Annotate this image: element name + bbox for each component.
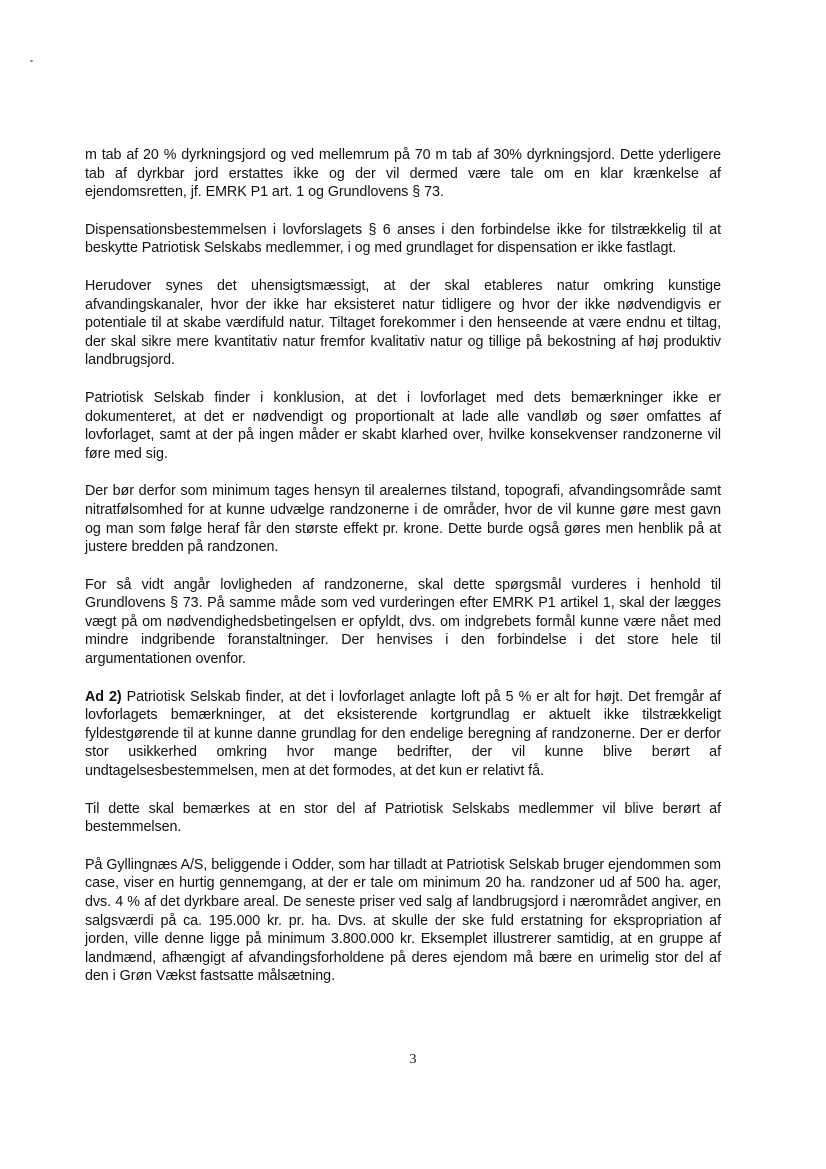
paragraph-1: [85, 146, 721, 202]
paragraph-5: [85, 482, 721, 556]
paragraph-8: [85, 800, 721, 837]
paragraph-2: [85, 221, 721, 258]
paragraph-text: m tab af 20 % dyrkningsjord og ved mellemrum på 70 m tab af 30% dyrkningsjord. Dette yderligere tab af dyrkbar jord erstattes ikke og der vil dermed være tale om en klar krænkelse af ejendomsretten, jf. EMRK P1 art. 1 og Grundlovens § 73.: [85, 147, 721, 201]
paragraph-9: [85, 856, 721, 986]
page-number: 3: [409, 1052, 417, 1067]
paragraph-text: På Gyllingnæs A/S, beliggende i Odder, som har tilladt at Patriotisk Selskab bruger ejendommen som case, viser en hurtig gennemgang, at der er tale om minimum 20 ha. randzoner ud af 500 ha. ager, dvs. 4 % af det dyrkbare areal. De seneste priser ved salg af landbrugsjord i nærområdet angiver, en salgsværdi på ca. 195.000 kr. pr. ha. Dvs. at skulle der ske fuld erstatning for ekspropriation af jorden, ville denne ligge på minimum 3.800.000 kr. Eksemplet illustrerer samtidig, at en gruppe af landmænd, afhængigt af afvandingsforholdene på deres ejendom må bære en urimelig stor del af den i Grøn Vækst fastsatte målsætning.: [85, 856, 721, 985]
paragraph-4: [85, 389, 721, 463]
paragraph-text: For så vidt angår lovligheden af randzonerne, skal dette spørgsmål vurderes i henhold til Grundlovens § 73. På samme måde som ved vurderingen efter EMRK P1 artikel 1, skal der lægges vægt på om nødvendighedsbetingelsen er opfyldt, dvs. om indgrebets formål kunne være nået med mindre indgribende foranstaltninger. Der henvises i den forbindelse i det store hele til argumentationen ovenfor.: [85, 576, 721, 668]
scan-speck: [30, 60, 33, 62]
paragraph-6: [85, 576, 721, 669]
paragraph-text: Til dette skal bemærkes at en stor del af Patriotisk Selskabs medlemmer vil blive berørt af bestemmelsen.: [85, 800, 721, 836]
document-body: [85, 146, 721, 1005]
paragraph-text: Der bør derfor som minimum tages hensyn til arealernes tilstand, topografi, afvandingsområde samt nitratfølsomhed for at kunne udvælge randzonerne i de områder, hvor de vil kunne gøre mest gavn og man som følge heraf får den største effekt pr. krone. Dette burde også gøres men henblik på at justere bredden på randzonen.: [85, 483, 721, 556]
paragraph-text: Dispensationsbestemmelsen i lovforslagets § 6 anses i den forbindelse ikke for tilstrækkelig til at beskytte Patriotisk Selskabs medlemmer, i og med grundlaget for dispensation er ikke fastlagt.: [85, 221, 721, 257]
paragraph-text: Herudover synes det uhensigtsmæssigt, at der skal etableres natur omkring kunstige afvandingskanaler, hvor der ikke har eksisteret natur tidligere og hvor der ikke nødvendigvis er potentiale til at skabe værdifuld natur. Tiltaget forekommer i den henseende at være endnu et tiltag, der skal sikre mere kvantitativ natur fremfor kvalitativ natur og tillige på bekostning af høj produktiv landbrugsjord.: [85, 277, 721, 369]
paragraph-7: [85, 688, 721, 781]
paragraph-text: Patriotisk Selskab finder i konklusion, at det i lovforlaget med dets bemærkninger ikke er dokumenteret, at det er nødvendigt og proportionalt at lade alle vandløb og søer omfattes af lovforlaget, samt at der på ingen måder er skabt klarhed over, hvilke konsekvenser randzonerne vil føre med sig.: [85, 389, 721, 462]
paragraph-lead: Ad 2): [85, 688, 122, 705]
paragraph-text: Patriotisk Selskab finder, at det i lovforlaget anlagte loft på 5 % er alt for højt. Det fremgår af lovforlagets bemærkninger, at det eksisterende kortgrundlag er aktuelt ikke tilstrækkeligt fyldestgørende til at kunne danne grundlag for den endelige beregning af randzonerne. Der er derfor stor usikkerhed omkring hvor mange bedrifter, der vil kunne blive berørt af undtagelsesbestemmelsen, men at det formodes, at det kun er relativt få.: [85, 688, 721, 780]
paragraph-3: [85, 277, 721, 370]
